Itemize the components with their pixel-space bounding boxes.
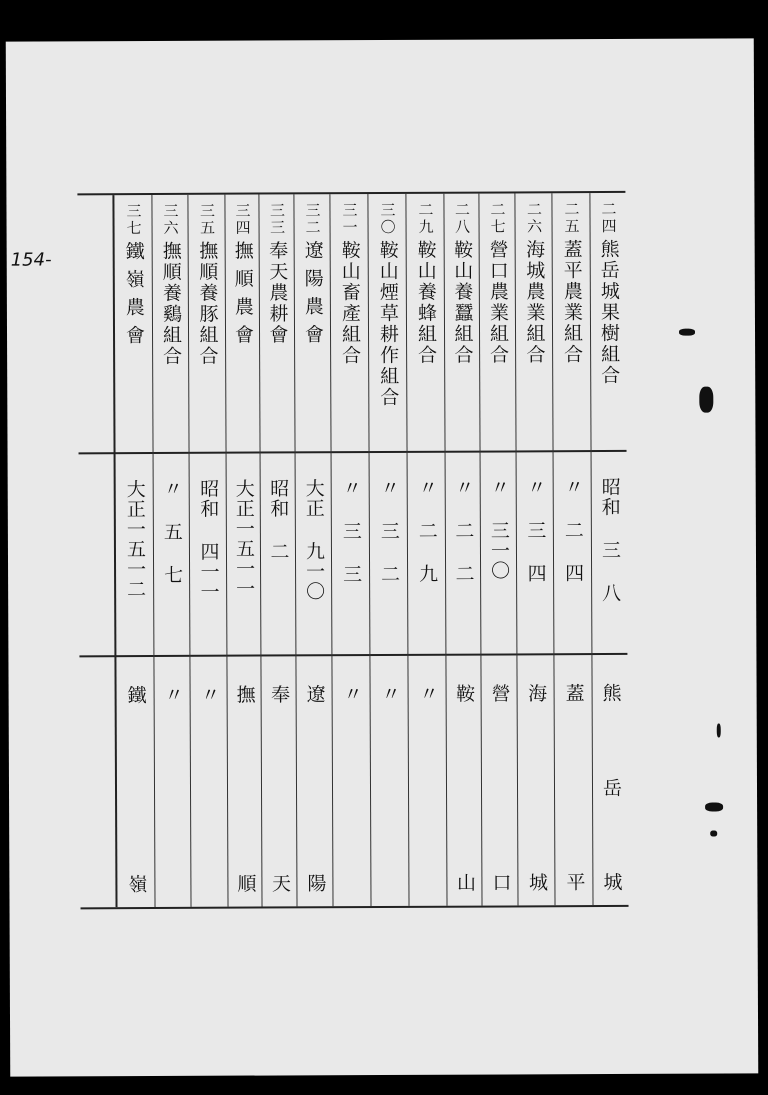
location-cell xyxy=(555,683,593,893)
location-text: 陽 xyxy=(304,873,327,895)
table-row xyxy=(329,194,370,906)
location-text: 城 xyxy=(600,871,623,894)
location-text: 〃 xyxy=(416,683,439,705)
table-row xyxy=(293,194,332,906)
location-text: 蓋 xyxy=(562,683,585,705)
table-row xyxy=(112,195,154,907)
established-date-cell xyxy=(227,479,261,649)
established-date: 〃 三 四 xyxy=(524,477,547,584)
location-text: 順 xyxy=(234,873,257,895)
row-number: 三〇 xyxy=(378,201,397,237)
ink-smudge xyxy=(717,724,721,738)
organization-name: 鞍山養蜂組合 xyxy=(414,239,438,366)
margin-page-note: 154- xyxy=(10,249,52,271)
organization-name: 鐵嶺農會 xyxy=(122,241,146,354)
organization-name-cell xyxy=(406,202,444,442)
organization-name-cell xyxy=(259,202,294,442)
organization-name-cell xyxy=(552,201,590,441)
location-cell xyxy=(262,684,297,894)
organization-name-cell xyxy=(444,202,479,442)
table-row xyxy=(187,195,227,907)
location-cell xyxy=(191,685,228,895)
organization-name-cell xyxy=(114,203,152,443)
location-text: 〃 xyxy=(378,683,401,706)
location-cell xyxy=(482,683,518,893)
location-text: 〃 xyxy=(198,684,221,706)
established-date: 〃 三 二 xyxy=(377,477,401,585)
table-row xyxy=(443,194,481,906)
row-number: 二九 xyxy=(416,201,435,236)
organization-name: 撫順農會 xyxy=(231,240,255,353)
table-row xyxy=(405,194,446,906)
table-row xyxy=(258,194,296,906)
established-date-cell xyxy=(261,478,296,648)
table-row xyxy=(151,195,190,907)
location-text: 〃 xyxy=(161,684,184,706)
organization-name-cell xyxy=(479,201,515,441)
organization-name: 遼陽農會 xyxy=(301,240,325,353)
location-cell xyxy=(593,683,629,893)
established-date-cell xyxy=(154,479,190,649)
location-text: 岳 xyxy=(599,777,623,799)
established-date: 昭和 四一一 xyxy=(197,478,220,602)
location-text: 熊 xyxy=(599,682,622,705)
table-row xyxy=(367,194,408,906)
location-cell xyxy=(447,684,482,894)
table-row xyxy=(589,193,628,905)
established-date: 〃 三 三 xyxy=(339,478,363,585)
location-cell xyxy=(371,684,409,894)
established-date: 〃 二 九 xyxy=(415,477,439,584)
organization-name-cell xyxy=(152,203,188,443)
organization-name: 撫順養鷄組合 xyxy=(159,240,183,367)
location-cell xyxy=(333,684,371,894)
row-number: 二八 xyxy=(452,201,472,236)
location-text: 山 xyxy=(453,872,476,894)
established-date: 昭和 二 xyxy=(267,478,290,562)
organization-name: 鞍山畜產組合 xyxy=(338,240,362,367)
row-number: 三一 xyxy=(340,202,359,237)
row-number: 三六 xyxy=(161,202,180,237)
established-date: 大正一五一一 xyxy=(232,478,256,599)
row-number: 三二 xyxy=(303,202,322,237)
established-date-cell xyxy=(332,478,370,648)
organization-name-cell xyxy=(590,201,626,441)
established-date: 〃 五 七 xyxy=(160,478,184,585)
table-row xyxy=(551,193,592,905)
organization-name: 海城農業組合 xyxy=(523,239,546,366)
established-date-cell xyxy=(116,479,154,649)
row-number: 二四 xyxy=(599,200,618,236)
location-text: 城 xyxy=(525,872,548,894)
location-text: 嶺 xyxy=(125,874,148,896)
location-text: 奉 xyxy=(268,684,291,706)
location-cell xyxy=(518,683,555,893)
established-date: 昭和 三 八 xyxy=(598,476,622,604)
organization-name-cell xyxy=(330,202,368,442)
location-cell xyxy=(117,685,155,895)
established-date-cell xyxy=(592,477,628,647)
established-date-cell xyxy=(408,478,446,648)
ink-smudge xyxy=(699,387,713,413)
location-cell xyxy=(228,685,262,895)
organization-table xyxy=(77,191,628,909)
established-date-cell xyxy=(296,478,332,648)
established-date-cell xyxy=(517,477,554,647)
ink-smudge xyxy=(679,329,695,336)
row-number: 三五 xyxy=(197,202,217,237)
organization-name: 奉天農耕會 xyxy=(266,240,289,346)
established-date: 大正一五一二 xyxy=(123,479,147,600)
organization-name: 營口農業組合 xyxy=(486,239,510,366)
location-text: 撫 xyxy=(233,684,256,706)
row-number: 二七 xyxy=(488,201,507,236)
organization-name: 蓋平農業組合 xyxy=(560,239,584,366)
document-page xyxy=(6,38,759,1076)
established-date: 〃 二 四 xyxy=(561,477,585,584)
organization-name-cell xyxy=(294,202,330,442)
location-text: 營 xyxy=(488,683,511,705)
ink-smudge xyxy=(705,803,723,812)
organization-name: 熊岳城果樹組合 xyxy=(597,238,621,387)
established-date-cell xyxy=(446,478,481,648)
table-row xyxy=(224,195,261,907)
established-date: 〃 二 二 xyxy=(452,477,475,584)
location-text: 遼 xyxy=(303,684,326,706)
location-cell xyxy=(409,684,447,894)
established-date: 大正 九一〇 xyxy=(302,478,326,602)
location-text: 鐵 xyxy=(124,685,147,707)
organization-name-cell xyxy=(368,202,406,442)
row-number: 二五 xyxy=(562,201,581,236)
organization-name: 鞍山養蠶組合 xyxy=(451,239,474,366)
location-cell xyxy=(297,684,333,894)
organization-name-cell xyxy=(188,203,225,443)
location-text: 〃 xyxy=(340,684,363,706)
row-number: 三三 xyxy=(267,202,287,237)
ink-smudge xyxy=(710,831,717,837)
location-cell xyxy=(155,685,191,895)
row-number: 二六 xyxy=(524,201,544,236)
organization-name-cell xyxy=(225,203,259,443)
row-number: 三七 xyxy=(124,203,143,238)
location-text: 海 xyxy=(525,683,548,705)
established-date-cell xyxy=(481,477,517,647)
established-date-cell xyxy=(190,479,227,649)
established-date: 〃 三一〇 xyxy=(487,477,511,581)
location-text: 口 xyxy=(489,872,512,894)
row-number: 三四 xyxy=(233,202,252,237)
organization-name: 撫順養豚組合 xyxy=(196,240,219,367)
established-date-cell xyxy=(554,477,592,647)
location-text: 平 xyxy=(563,872,586,894)
table-row xyxy=(514,193,554,905)
location-text: 天 xyxy=(268,873,291,895)
table-row xyxy=(478,193,517,905)
location-text: 鞍 xyxy=(453,683,476,705)
organization-name: 鞍山煙草耕作組合 xyxy=(376,239,400,409)
organization-name-cell xyxy=(515,201,552,441)
established-date-cell xyxy=(370,478,408,648)
